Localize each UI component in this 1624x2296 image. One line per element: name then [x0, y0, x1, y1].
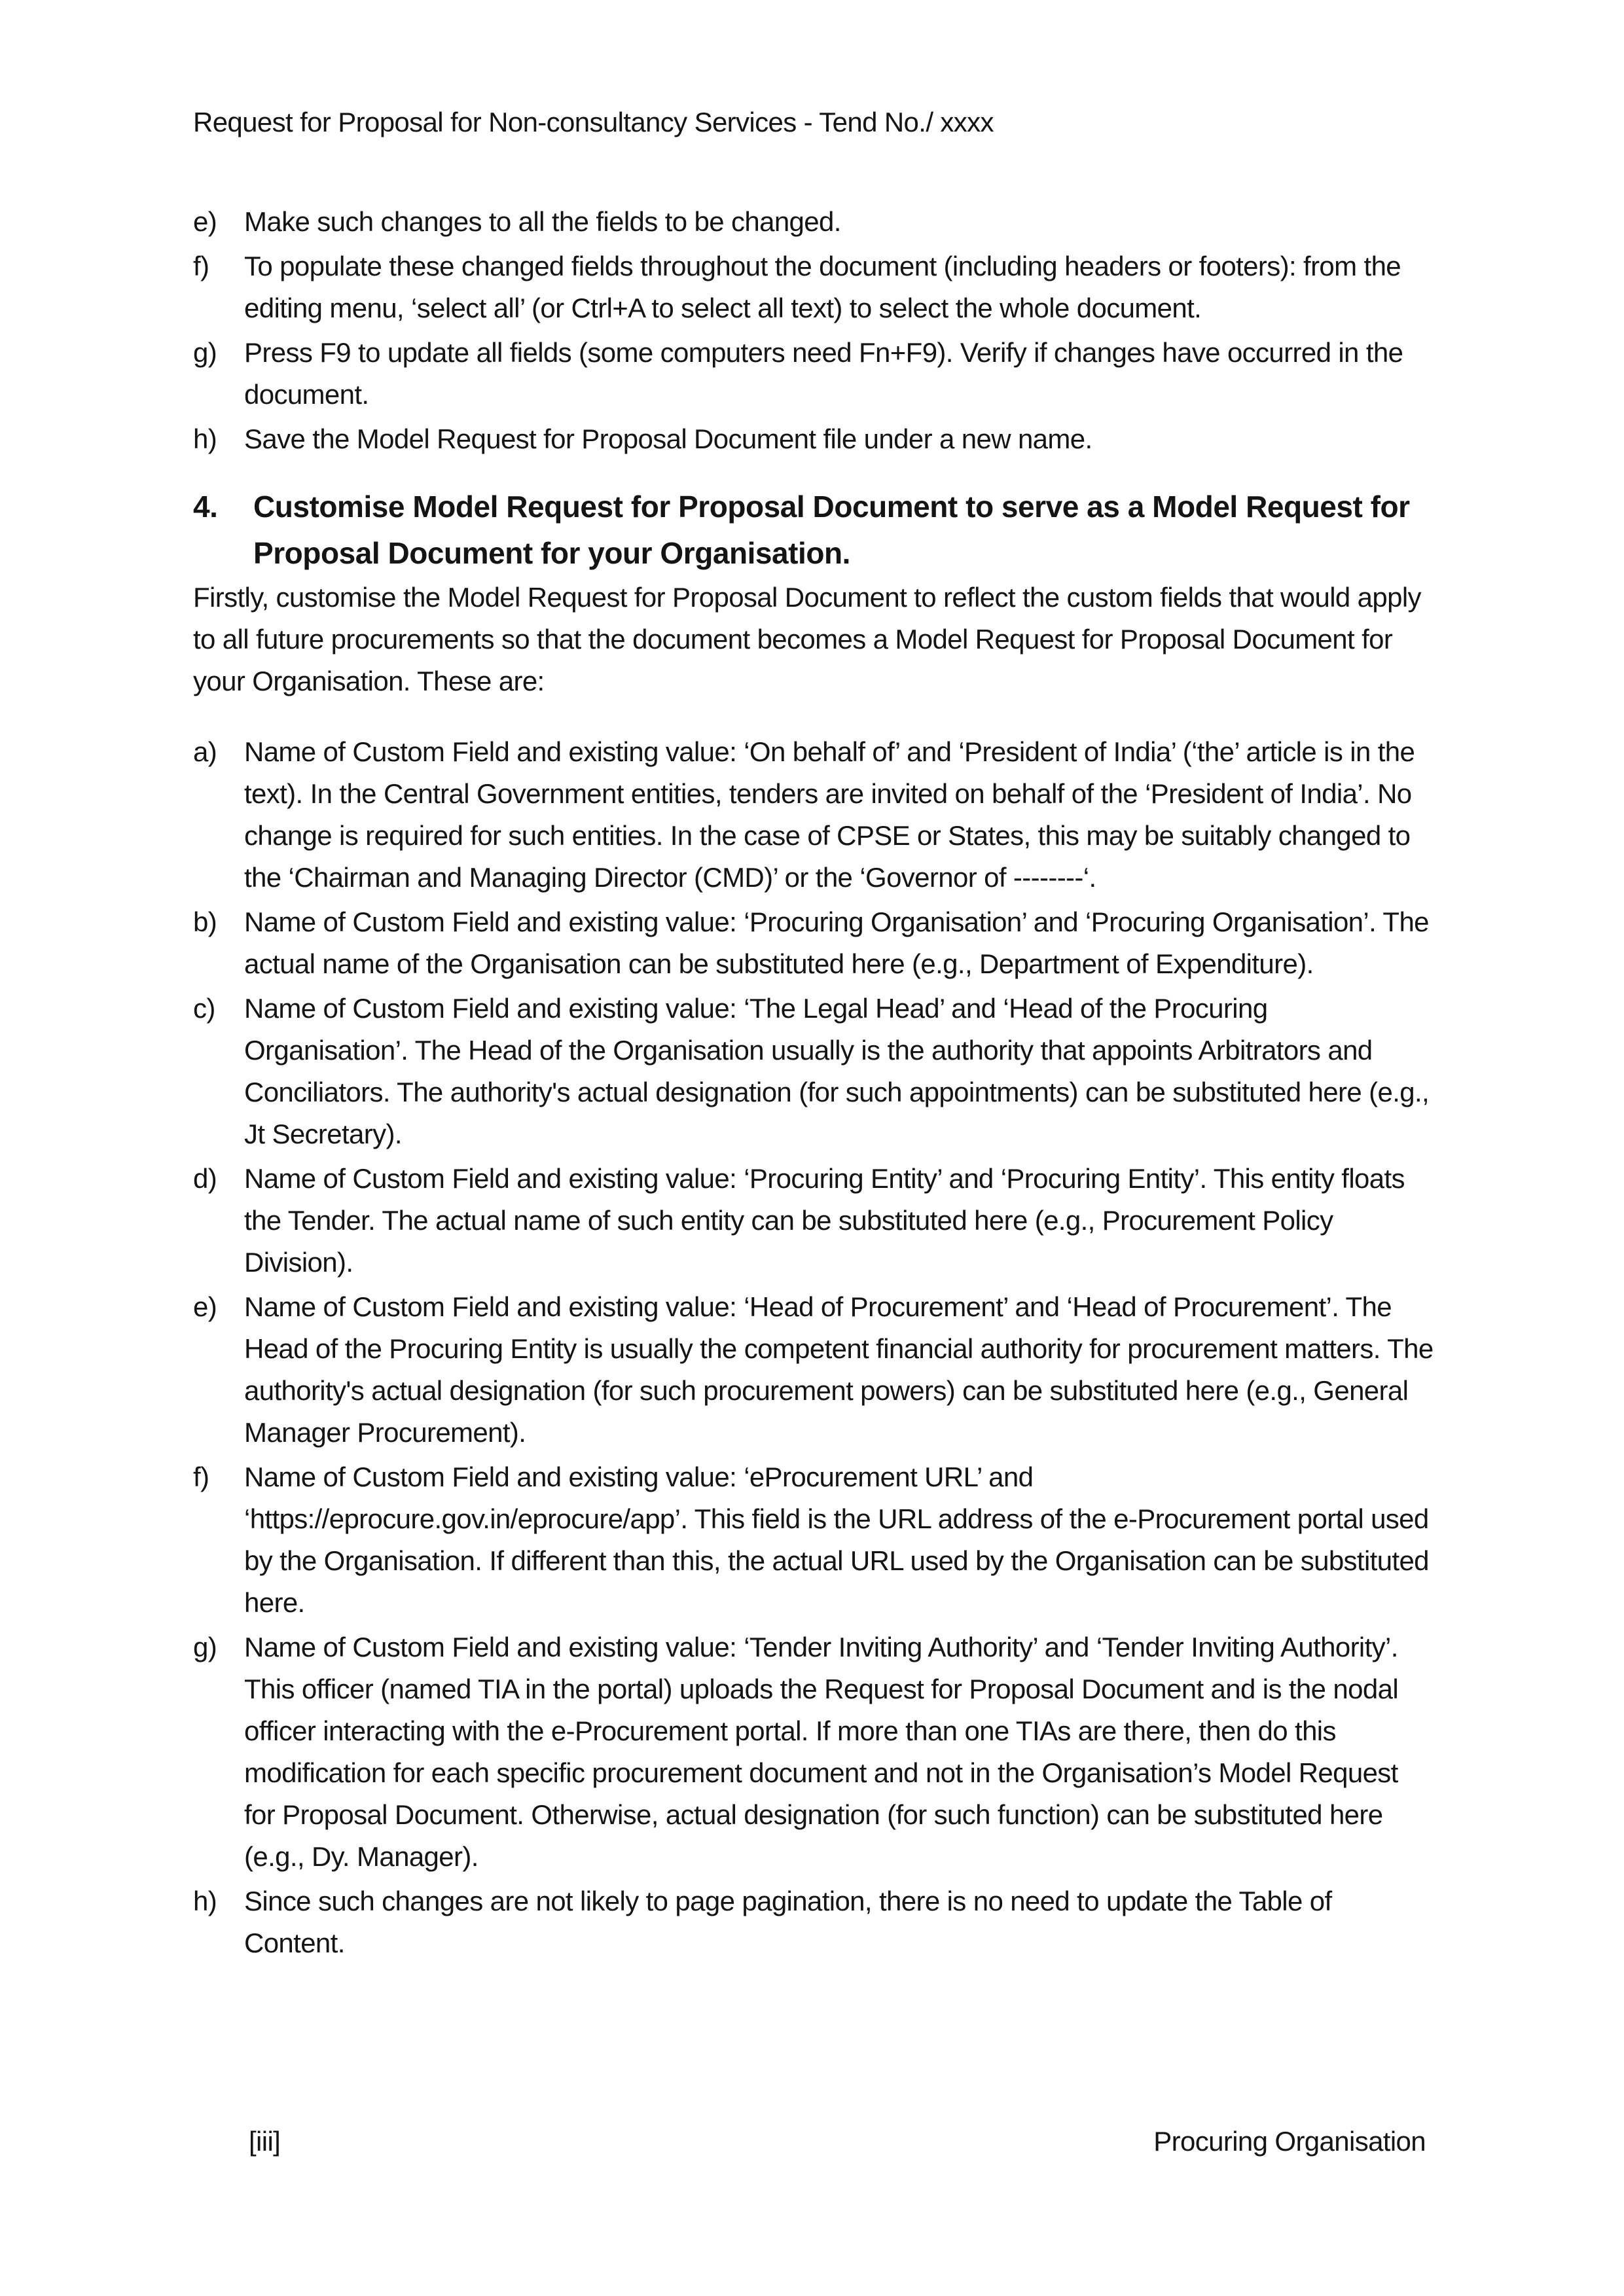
list-item-a — [193, 731, 1434, 899]
list-marker: e) — [193, 206, 217, 237]
list-item-text: Name of Custom Field and existing value: ‘Head of Procurement’ and ‘Head of Procurement’. The Head of the Procuring Entity is usually the competent financial authority for procurement matters. The authority's actual designation (for such procurement powers) can be substituted here (e.g., General Manager Procurement). — [244, 1291, 1434, 1448]
list-marker: a) — [193, 736, 217, 767]
list-item-text: Make such changes to all the fields to be changed. — [244, 206, 841, 237]
instruction-list-top — [193, 201, 1434, 460]
page-number: [iii] — [249, 2126, 281, 2157]
list-marker: f) — [193, 1462, 209, 1492]
list-marker: d) — [193, 1163, 217, 1194]
list-marker: e) — [193, 1291, 217, 1322]
list-item-text: Name of Custom Field and existing value: ‘On behalf of’ and ‘President of India’ (‘the’ article is in the text). In the Central Government entities, tenders are invited on behalf of the ‘President of India’. No change is required for such entities. In the case of CPSE or States, this may be suitably changed to the ‘Chairman and Managing Director (CMD)’ or the ‘Governor of --------‘. — [244, 736, 1415, 893]
list-marker: h) — [193, 1886, 217, 1916]
list-marker: c) — [193, 993, 215, 1024]
footer-organisation-label: Procuring Organisation — [1153, 2126, 1426, 2157]
list-marker: f) — [193, 251, 209, 281]
running-header: Request for Proposal for Non-consultancy Services - Tend No./ xxxx — [193, 107, 994, 137]
list-item-text: Save the Model Request for Proposal Document file under a new name. — [244, 423, 1092, 454]
list-item-text: To populate these changed fields throughout the document (including headers or footers): from the editing menu, ‘select all’ (or Ctrl+A to select all text) to select the whole document. — [244, 251, 1401, 323]
list-item-c — [193, 988, 1434, 1155]
list-item-f — [193, 245, 1434, 329]
list-marker: g) — [193, 1632, 217, 1662]
list-item-e2 — [193, 1286, 1434, 1454]
list-item-h — [193, 418, 1434, 460]
list-marker: h) — [193, 423, 217, 454]
section-number: 4. — [193, 490, 218, 524]
list-item-text: Name of Custom Field and existing value: ‘Procuring Entity’ and ‘Procuring Entity’. This entity floats the Tender. The actual name of such entity can be substituted here (e.g., Procurement Policy Division). — [244, 1163, 1405, 1278]
page-footer — [249, 2121, 1426, 2162]
list-item-text: Press F9 to update all fields (some computers need Fn+F9). Verify if changes have occurred in the document. — [244, 337, 1403, 410]
list-item-g2 — [193, 1626, 1434, 1878]
custom-field-list — [193, 731, 1434, 1964]
list-item-f2 — [193, 1456, 1434, 1624]
list-item-text: Since such changes are not likely to page pagination, there is no need to update the Table of Content. — [244, 1886, 1332, 1958]
list-item-g — [193, 332, 1434, 416]
list-item-text: Name of Custom Field and existing value: ‘Procuring Organisation’ and ‘Procuring Organisation’. The actual name of the Organisation can be substituted here (e.g., Department of Expenditure). — [244, 906, 1429, 979]
page-content — [193, 101, 1434, 1967]
list-marker: b) — [193, 906, 217, 937]
list-item-h2 — [193, 1880, 1434, 1964]
section-title: Customise Model Request for Proposal Document to serve as a Model Request for Proposal Document for your Organisation. — [253, 490, 1410, 570]
list-item-d — [193, 1158, 1434, 1283]
list-item-text: Name of Custom Field and existing value: ‘Tender Inviting Authority’ and ‘Tender Inviting Authority’. This officer (named TIA in the portal) uploads the Request for Proposal Document and is the nodal officer interacting with the e-Procurement portal. If more than one TIAs are there, then do this modification for each specific procurement document and not in the Organisation’s Model Request for Proposal Document. Otherwise, actual designation (for such function) can be substituted here (e.g., Dy. Manager). — [244, 1632, 1399, 1872]
list-marker: g) — [193, 337, 217, 368]
list-item-text: Name of Custom Field and existing value: ‘eProcurement URL’ and ‘https://eprocure.gov.in/eprocure/app’. This field is the URL address of the e-Procurement portal used by the Organisation. If different than this, the actual URL used by the Organisation can be substituted here. — [244, 1462, 1429, 1618]
list-item-text: Name of Custom Field and existing value: ‘The Legal Head’ and ‘Head of the Procuring Organisation’. The Head of the Organisation usually is the authority that appoints Arbitrators and Conciliators. The authority's actual designation (for such appointments) can be substituted here (e.g., Jt Secretary). — [244, 993, 1430, 1149]
list-item-e — [193, 201, 1434, 243]
section-intro-paragraph: Firstly, customise the Model Request for Proposal Document to reflect the custom fields that would apply to all future procurements so that the document becomes a Model Request for Proposal Document for your Organisation. These are: — [193, 582, 1421, 696]
list-item-b — [193, 901, 1434, 985]
section-heading — [193, 484, 1434, 577]
